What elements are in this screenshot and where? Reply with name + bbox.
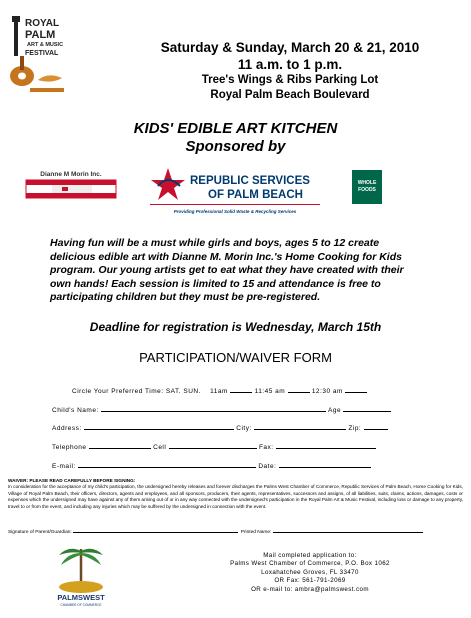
event-location-line2: Royal Palm Beach Boulevard bbox=[210, 89, 370, 101]
program-description: Having fun will be a must while girls and boys, ages 5 to 12 create delicious edible art with Dianne M. Morin Inc.'s Home Cooking for Kids program. Our young artists get to eat what they have created with their own hands! Each session is limited to 15 and attendance is free to participating children but they must be pre-registered. bbox=[50, 237, 404, 303]
mail-line-2: Palms West Chamber of Commerce, P.O. Box 1062 bbox=[230, 560, 390, 568]
phone-row bbox=[52, 441, 376, 451]
sponsor3-line2: FOODS bbox=[358, 187, 376, 193]
waiver-body: In consideration for the acceptance of my child's participation, the undersigned hereby releases and forever discharges the Palms West Chamber of Commerce, Republic Services of Palm Beach, Home Cooking for Kids, Village of Royal Palm Beach, their officers, directors, agents and employees, and all sponsors, producers, their agents, representatives, successors and assigns, of all liabilities, suits, claims, actions, damages, costs or expenses which the undersigned may have against any of them arising out of or in any way connected with the undersigned's participation in the Royal Palm Art & Music Festival, including loss or damage to any property, travel to or from the event, and including any injuries which may be suffered by the undersigned in connection with the event. bbox=[8, 484, 463, 509]
form-title: PARTICIPATION/WAIVER FORM bbox=[139, 350, 332, 365]
signature-label: Signature of Parent/Guardian: bbox=[8, 530, 72, 535]
cell-field[interactable] bbox=[169, 441, 257, 449]
mail-line-4: OR Fax: 561-791-2069 bbox=[274, 577, 346, 585]
time-option-1230: 12:30 am bbox=[311, 388, 343, 395]
logo-line-2: PALM bbox=[25, 29, 56, 41]
time-option-11am: 11am bbox=[210, 388, 228, 395]
printed-name-label: Printed Name: bbox=[240, 530, 272, 535]
sponsor2-line2: OF PALM BEACH bbox=[208, 189, 303, 201]
registration-deadline: Deadline for registration is Wednesday, March 15th bbox=[89, 320, 382, 334]
email-label: E-mail: bbox=[52, 463, 76, 470]
fax-field[interactable] bbox=[276, 441, 376, 449]
time-prompt: Circle Your Preferred Time: SAT. SUN. bbox=[72, 388, 201, 395]
sponsor2-tagline: Providing Professional Solid Waste & Recycling Services bbox=[173, 209, 297, 214]
sponsor3-line1: WHOLE bbox=[357, 180, 377, 186]
mailing-info bbox=[180, 552, 440, 594]
mail-line-3: Loxahatchee Groves, FL 33470 bbox=[261, 568, 359, 576]
date-label: Date: bbox=[258, 463, 277, 470]
time-option-1145: 11:45 am bbox=[254, 388, 286, 395]
sponsor-logo-dianne-morin bbox=[22, 168, 120, 202]
address-label: Address: bbox=[52, 425, 82, 432]
logo-line-3: ART & MUSIC bbox=[27, 42, 64, 48]
fax-label: Fax: bbox=[258, 444, 274, 451]
logo-line-1: ROYAL bbox=[25, 18, 60, 29]
chamber-logo-tag: CHAMBER OF COMMERCE bbox=[60, 603, 102, 607]
telephone-field[interactable] bbox=[89, 441, 151, 449]
festival-logo bbox=[8, 14, 70, 98]
cell-label: Cell bbox=[153, 444, 167, 451]
age-field[interactable] bbox=[343, 404, 391, 412]
event-location-line1: Tree's Wings & Ribs Parking Lot bbox=[201, 74, 379, 86]
city-label: City: bbox=[236, 425, 252, 432]
city-field[interactable] bbox=[254, 422, 346, 430]
address-row bbox=[52, 422, 388, 432]
printed-name-field[interactable] bbox=[273, 532, 423, 533]
child-name-label: Child's Name: bbox=[52, 407, 99, 414]
zip-label: Zip: bbox=[348, 425, 362, 432]
chamber-logo bbox=[55, 543, 107, 613]
sponsored-by-heading: Sponsored by bbox=[185, 138, 286, 155]
email-field[interactable] bbox=[78, 460, 256, 468]
child-name-field[interactable] bbox=[101, 404, 326, 412]
sponsor1-name: Dianne M Morin Inc. bbox=[40, 171, 102, 178]
age-label: Age bbox=[328, 407, 342, 414]
time-preference-row bbox=[72, 385, 367, 395]
child-name-row bbox=[52, 404, 391, 414]
signature-row bbox=[8, 530, 423, 535]
waiver-heading: WAIVER: PLEASE READ CAREFULLY BEFORE SIGNING: bbox=[8, 478, 136, 483]
email-row bbox=[52, 460, 371, 470]
sponsor2-line1: REPUBLIC SERVICES bbox=[190, 175, 310, 187]
event-time: 11 a.m. to 1 p.m. bbox=[237, 57, 343, 72]
time-11am-blank[interactable] bbox=[230, 385, 252, 393]
mail-line-5: OR e-mail to: ambra@palmswest.com bbox=[251, 585, 369, 593]
event-dates: Saturday & Sunday, March 20 & 21, 2010 bbox=[160, 40, 420, 55]
time-1145-blank[interactable] bbox=[288, 385, 310, 393]
signature-field[interactable] bbox=[73, 532, 238, 533]
date-field[interactable] bbox=[279, 460, 371, 468]
telephone-label: Telephone bbox=[52, 444, 87, 451]
waiver-text bbox=[8, 478, 463, 510]
sponsor-logo-whole-foods bbox=[352, 170, 382, 204]
sponsor-logo-republic-services bbox=[150, 164, 320, 216]
page-title: KIDS' EDIBLE ART KITCHEN bbox=[133, 120, 338, 137]
zip-field[interactable] bbox=[364, 422, 388, 430]
logo-line-4: FESTIVAL bbox=[25, 50, 59, 57]
chamber-logo-name: PALMSWEST bbox=[57, 593, 105, 602]
address-field[interactable] bbox=[84, 422, 234, 430]
time-1230-blank[interactable] bbox=[345, 385, 367, 393]
mail-line-1: Mail completed application to: bbox=[263, 552, 357, 559]
